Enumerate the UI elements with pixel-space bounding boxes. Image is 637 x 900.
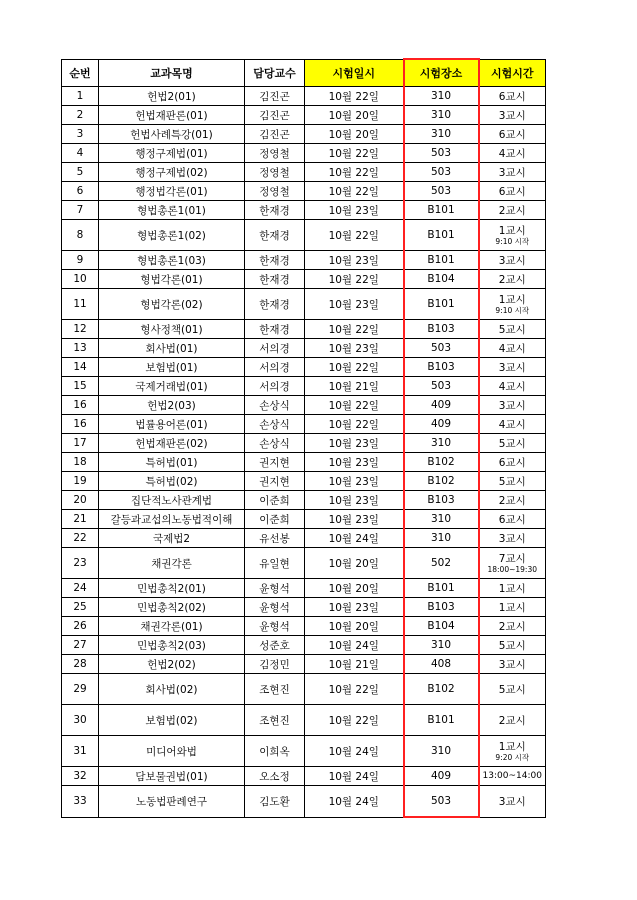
cell-no: 19 [62,472,99,491]
cell-room: B103 [404,491,479,510]
cell-date: 10월 24일 [305,736,404,767]
table-row [62,705,546,736]
table-row [62,377,546,396]
cell-no: 13 [62,339,99,358]
cell-professor: 윤형석 [245,617,305,636]
table-row [62,655,546,674]
cell-date: 10월 22일 [305,705,404,736]
cell-room: B103 [404,320,479,339]
cell-subject: 노동법판례연구 [99,786,245,818]
table-row [62,529,546,548]
cell-professor: 손상식 [245,434,305,453]
table-row [62,201,546,220]
cell-time: 3교시 [479,251,546,270]
cell-professor: 서의경 [245,377,305,396]
cell-time: 6교시 [479,87,546,106]
cell-no: 23 [62,548,99,579]
table-row [62,396,546,415]
cell-subject: 채권각론(01) [99,617,245,636]
cell-room: B104 [404,617,479,636]
cell-date: 10월 22일 [305,320,404,339]
cell-date: 10월 20일 [305,125,404,144]
table-row [62,453,546,472]
cell-subject: 법률용어론(01) [99,415,245,434]
cell-subject: 형사정책(01) [99,320,245,339]
time-value: 1교시 [498,293,526,306]
time-note: 18:00~19:30 [487,564,537,574]
cell-time [479,220,546,251]
cell-room: B101 [404,579,479,598]
cell-date: 10월 23일 [305,510,404,529]
table-row [62,415,546,434]
cell-time: 4교시 [479,339,546,358]
cell-subject: 형법각론(01) [99,270,245,289]
cell-subject: 집단적노사관계법 [99,491,245,510]
cell-room: B102 [404,674,479,705]
cell-professor: 오소정 [245,767,305,786]
cell-professor: 윤형석 [245,598,305,617]
table-row [62,636,546,655]
cell-subject: 형법총론1(03) [99,251,245,270]
cell-subject: 담보물권법(01) [99,767,245,786]
cell-date: 10월 23일 [305,339,404,358]
cell-no: 17 [62,434,99,453]
cell-time: 2교시 [479,201,546,220]
cell-subject: 특허법(01) [99,453,245,472]
table-row [62,320,546,339]
cell-subject: 갈등과교섭의노동법적이해 [99,510,245,529]
cell-date: 10월 21일 [305,377,404,396]
cell-time: 3교시 [479,163,546,182]
cell-room: 310 [404,636,479,655]
cell-time: 5교시 [479,472,546,491]
cell-subject: 보험법(01) [99,358,245,377]
cell-subject: 헌법2(03) [99,396,245,415]
cell-no: 15 [62,377,99,396]
cell-no: 2 [62,106,99,125]
table-row [62,339,546,358]
cell-room: 310 [404,529,479,548]
time-value: 1교시 [498,224,526,237]
cell-time: 13:00~14:00 [479,767,546,786]
cell-no: 18 [62,453,99,472]
cell-room: 408 [404,655,479,674]
cell-time: 6교시 [479,182,546,201]
cell-room: B102 [404,472,479,491]
cell-time: 2교시 [479,617,546,636]
cell-no: 4 [62,144,99,163]
cell-room: 503 [404,144,479,163]
cell-time: 3교시 [479,786,546,818]
cell-professor: 유선봉 [245,529,305,548]
cell-date: 10월 20일 [305,579,404,598]
table-row [62,106,546,125]
cell-time: 2교시 [479,705,546,736]
cell-date: 10월 22일 [305,415,404,434]
cell-room: 503 [404,339,479,358]
cell-time [479,289,546,320]
cell-time: 1교시 [479,598,546,617]
cell-subject: 회사법(01) [99,339,245,358]
cell-date: 10월 23일 [305,598,404,617]
cell-subject: 행정구제법(02) [99,163,245,182]
cell-no: 25 [62,598,99,617]
header-no: 순번 [62,59,99,87]
cell-professor: 한재경 [245,320,305,339]
table-row [62,125,546,144]
time-value: 7교시 [498,552,526,565]
cell-date: 10월 22일 [305,270,404,289]
cell-no: 29 [62,674,99,705]
cell-date: 10월 23일 [305,491,404,510]
cell-time: 3교시 [479,655,546,674]
cell-professor: 이준희 [245,510,305,529]
cell-room: 503 [404,786,479,818]
cell-time [479,548,546,579]
cell-subject: 국제법2 [99,529,245,548]
cell-subject: 헌법재판론(01) [99,106,245,125]
table-row [62,548,546,579]
cell-professor: 한재경 [245,201,305,220]
cell-time: 4교시 [479,377,546,396]
cell-no: 16 [62,396,99,415]
cell-time: 5교시 [479,674,546,705]
cell-date: 10월 23일 [305,201,404,220]
cell-time: 2교시 [479,491,546,510]
cell-room: B101 [404,201,479,220]
table-row [62,674,546,705]
cell-room: B101 [404,705,479,736]
cell-room: 310 [404,510,479,529]
cell-no: 32 [62,767,99,786]
cell-date: 10월 23일 [305,434,404,453]
cell-professor: 김정민 [245,655,305,674]
cell-room: 310 [404,87,479,106]
cell-professor: 권지현 [245,453,305,472]
cell-time: 6교시 [479,510,546,529]
cell-professor: 한재경 [245,270,305,289]
cell-room: B101 [404,251,479,270]
cell-date: 10월 22일 [305,163,404,182]
cell-professor: 성준호 [245,636,305,655]
cell-subject: 채권각론 [99,548,245,579]
table-row [62,491,546,510]
time-note: 9:10 시작 [495,236,530,246]
cell-no: 28 [62,655,99,674]
cell-room: 409 [404,767,479,786]
time-note: 9:20 시작 [495,752,530,762]
cell-no: 8 [62,220,99,251]
header-room: 시험장소 [404,59,479,87]
cell-subject: 국제거래법(01) [99,377,245,396]
cell-no: 9 [62,251,99,270]
cell-date: 10월 23일 [305,472,404,491]
table-row [62,736,546,767]
cell-room: 503 [404,163,479,182]
cell-subject: 보험법(02) [99,705,245,736]
cell-professor: 정영철 [245,163,305,182]
cell-professor: 김도환 [245,786,305,818]
cell-time: 3교시 [479,396,546,415]
cell-no: 7 [62,201,99,220]
cell-subject: 헌법재판론(02) [99,434,245,453]
cell-subject: 특허법(02) [99,472,245,491]
cell-room: 409 [404,396,479,415]
cell-date: 10월 24일 [305,786,404,818]
cell-professor: 조현진 [245,674,305,705]
cell-subject: 헌법사례특강(01) [99,125,245,144]
cell-no: 12 [62,320,99,339]
cell-subject: 미디어와법 [99,736,245,767]
cell-time: 5교시 [479,434,546,453]
cell-no: 22 [62,529,99,548]
cell-time: 1교시 [479,579,546,598]
cell-professor: 조현진 [245,705,305,736]
table-row [62,434,546,453]
cell-subject: 헌법2(01) [99,87,245,106]
cell-date: 10월 21일 [305,655,404,674]
cell-professor: 이준희 [245,491,305,510]
cell-subject: 행정구제법(01) [99,144,245,163]
cell-room: B101 [404,220,479,251]
cell-date: 10월 24일 [305,767,404,786]
cell-date: 10월 23일 [305,453,404,472]
cell-date: 10월 20일 [305,617,404,636]
cell-time [479,736,546,767]
cell-subject: 민법총칙2(02) [99,598,245,617]
cell-room: 310 [404,125,479,144]
time-note: 9:10 시작 [495,305,530,315]
cell-professor: 유일현 [245,548,305,579]
table-row [62,251,546,270]
cell-time: 6교시 [479,125,546,144]
cell-professor: 김진곤 [245,87,305,106]
cell-subject: 형법총론1(01) [99,201,245,220]
cell-date: 10월 22일 [305,358,404,377]
cell-professor: 김진곤 [245,125,305,144]
cell-room: 409 [404,415,479,434]
time-value: 1교시 [498,740,526,753]
cell-professor: 정영철 [245,144,305,163]
table-row [62,579,546,598]
cell-room: B103 [404,598,479,617]
cell-date: 10월 20일 [305,106,404,125]
cell-subject: 회사법(02) [99,674,245,705]
cell-subject: 형법총론1(02) [99,220,245,251]
cell-date: 10월 23일 [305,289,404,320]
cell-room: 503 [404,377,479,396]
table-row [62,289,546,320]
cell-time: 4교시 [479,144,546,163]
cell-no: 1 [62,87,99,106]
cell-professor: 서의경 [245,358,305,377]
table-row [62,220,546,251]
cell-subject: 민법총칙2(01) [99,579,245,598]
cell-subject: 형법각론(02) [99,289,245,320]
table-row [62,144,546,163]
table-row [62,358,546,377]
table-row [62,598,546,617]
table-row [62,786,546,818]
cell-no: 10 [62,270,99,289]
cell-time: 3교시 [479,529,546,548]
exam-schedule-table [61,58,546,818]
cell-room: B102 [404,453,479,472]
cell-no: 3 [62,125,99,144]
cell-no: 20 [62,491,99,510]
cell-professor: 이희옥 [245,736,305,767]
table-row [62,617,546,636]
cell-time: 6교시 [479,453,546,472]
cell-time: 5교시 [479,636,546,655]
cell-date: 10월 22일 [305,144,404,163]
cell-date: 10월 22일 [305,396,404,415]
cell-room: B103 [404,358,479,377]
cell-no: 21 [62,510,99,529]
cell-no: 31 [62,736,99,767]
cell-subject: 행정법각론(01) [99,182,245,201]
cell-date: 10월 20일 [305,548,404,579]
header-professor: 담당교수 [245,59,305,87]
cell-professor: 김진곤 [245,106,305,125]
header-time: 시험시간 [479,59,546,87]
table-row [62,163,546,182]
cell-subject: 민법총칙2(03) [99,636,245,655]
cell-no: 11 [62,289,99,320]
table-row [62,510,546,529]
cell-room: B101 [404,289,479,320]
cell-time: 3교시 [479,106,546,125]
cell-professor: 한재경 [245,289,305,320]
table-row [62,472,546,491]
table-row [62,87,546,106]
cell-time: 3교시 [479,358,546,377]
cell-professor: 손상식 [245,396,305,415]
cell-time: 4교시 [479,415,546,434]
cell-time: 5교시 [479,320,546,339]
cell-no: 16 [62,415,99,434]
cell-room: 310 [404,736,479,767]
cell-date: 10월 22일 [305,674,404,705]
header-subject: 교과목명 [99,59,245,87]
cell-no: 30 [62,705,99,736]
cell-date: 10월 22일 [305,220,404,251]
table-row [62,270,546,289]
table-row [62,182,546,201]
cell-no: 27 [62,636,99,655]
cell-professor: 정영철 [245,182,305,201]
cell-no: 14 [62,358,99,377]
header-row [62,59,546,87]
header-date: 시험일시 [305,59,404,87]
cell-date: 10월 23일 [305,251,404,270]
cell-no: 6 [62,182,99,201]
cell-subject: 헌법2(02) [99,655,245,674]
cell-room: 310 [404,434,479,453]
cell-date: 10월 22일 [305,182,404,201]
cell-professor: 윤형석 [245,579,305,598]
cell-professor: 손상식 [245,415,305,434]
table-row [62,767,546,786]
cell-date: 10월 24일 [305,529,404,548]
cell-professor: 서의경 [245,339,305,358]
cell-room: 502 [404,548,479,579]
cell-professor: 한재경 [245,220,305,251]
cell-room: 310 [404,106,479,125]
cell-no: 33 [62,786,99,818]
cell-no: 5 [62,163,99,182]
cell-date: 10월 24일 [305,636,404,655]
cell-date: 10월 22일 [305,87,404,106]
cell-no: 24 [62,579,99,598]
cell-time: 2교시 [479,270,546,289]
cell-no: 26 [62,617,99,636]
cell-room: 503 [404,182,479,201]
cell-professor: 권지현 [245,472,305,491]
cell-professor: 한재경 [245,251,305,270]
cell-room: B104 [404,270,479,289]
